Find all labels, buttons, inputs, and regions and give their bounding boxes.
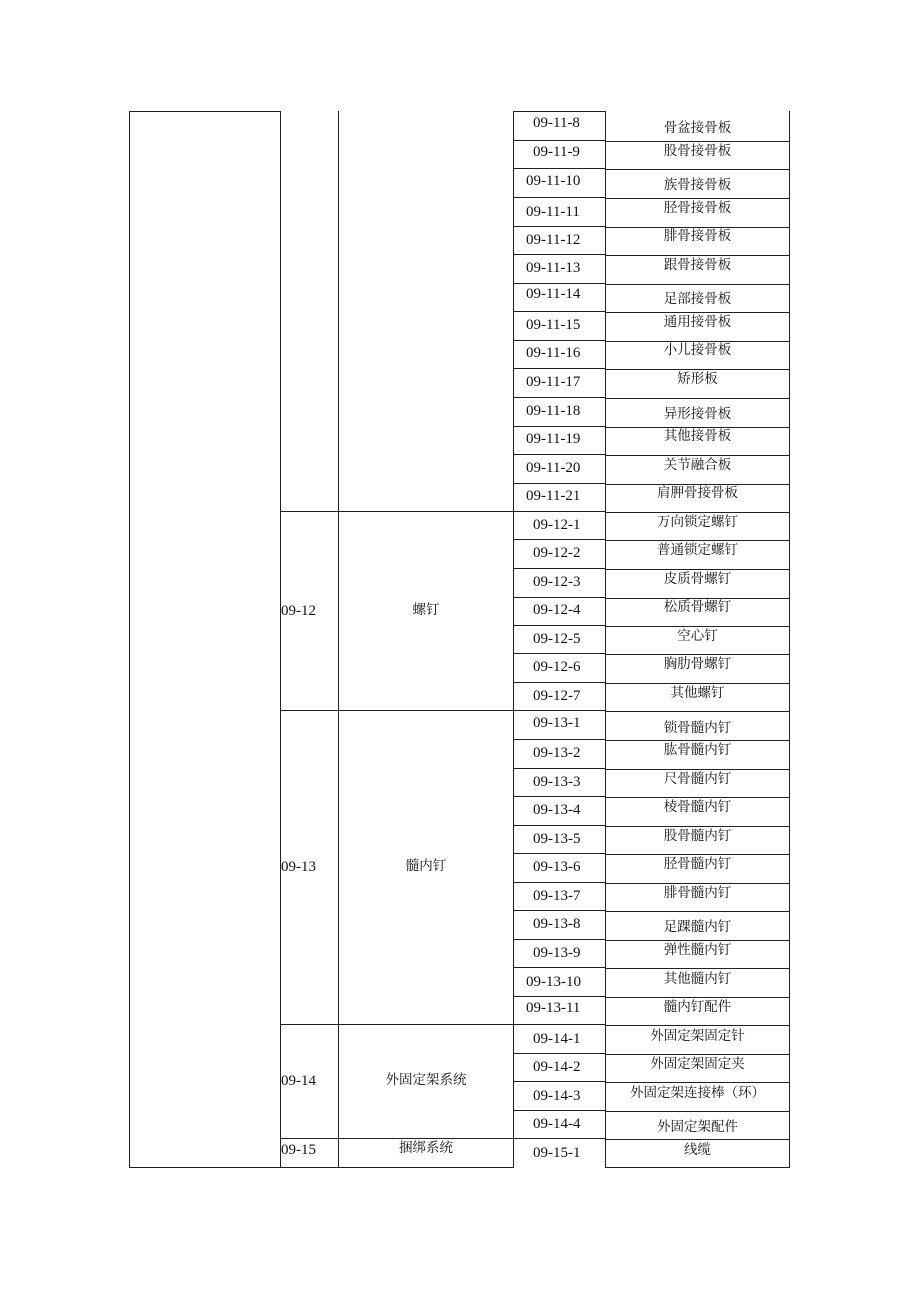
row-divider: [513, 168, 606, 169]
row-code: 09-14-1: [533, 1030, 581, 1047]
row-name: 关节融合板: [663, 456, 732, 473]
row-code: 09-11-9: [533, 143, 580, 160]
row-name: 肩胛骨接骨板: [657, 485, 738, 502]
row-name: 锁骨髓内钉: [663, 719, 732, 736]
row-divider: [513, 283, 606, 284]
row-divider: [605, 369, 790, 370]
group-code: 09-13: [281, 859, 316, 875]
row-divider: [605, 797, 790, 798]
row-divider: [513, 653, 606, 654]
row-divider: [605, 997, 790, 998]
row-name: 普通锁定螺钉: [657, 542, 738, 559]
row-name: 腓骨接骨板: [663, 228, 732, 245]
row-code: 09-11-13: [526, 259, 581, 276]
row-divider: [605, 1139, 790, 1140]
row-divider: [513, 996, 606, 997]
row-name: 族骨接骨板: [663, 177, 732, 194]
row-divider: [605, 284, 790, 285]
row-code: 09-13-7: [533, 887, 581, 904]
row-divider: [513, 597, 606, 598]
group-divider: [280, 1024, 514, 1025]
row-divider: [605, 769, 790, 770]
row-divider: [513, 539, 606, 540]
group-name: 外固定架系统: [385, 1072, 467, 1088]
table-top-border: [129, 111, 281, 112]
row-divider: [605, 654, 790, 655]
row-divider: [605, 255, 790, 256]
column-divider-3: [513, 111, 514, 1168]
row-divider: [513, 710, 606, 711]
row-divider: [513, 882, 606, 883]
column-divider-2: [338, 111, 339, 1168]
row-divider: [605, 312, 790, 313]
row-divider: [513, 483, 606, 484]
table-bottom-border: [129, 1167, 514, 1168]
row-divider: [513, 1024, 606, 1025]
row-code: 09-12-1: [533, 516, 581, 533]
group-divider: [280, 511, 514, 512]
row-code: 09-13-11: [526, 1000, 581, 1017]
row-code: 09-11-14: [526, 286, 581, 303]
row-divider: [605, 455, 790, 456]
row-divider: [513, 254, 606, 255]
row-code: 09-13-2: [533, 745, 581, 762]
row-code: 09-11-16: [526, 345, 581, 362]
row-divider: [605, 854, 790, 855]
row-divider: [605, 940, 790, 941]
row-code: 09-12-6: [533, 659, 581, 676]
row-divider: [605, 398, 790, 399]
row-code: 09-12-5: [533, 630, 581, 647]
row-divider: [513, 1053, 606, 1054]
row-code: 09-12-4: [533, 602, 581, 619]
row-code: 09-11-10: [526, 173, 581, 190]
row-name: 外固定架配件: [657, 1119, 738, 1136]
row-divider: [513, 1081, 606, 1082]
row-name: 其他髓内钉: [663, 970, 732, 987]
row-name: 骨盆接骨板: [663, 120, 732, 136]
row-code: 09-13-4: [533, 802, 581, 819]
row-divider: [605, 683, 790, 684]
row-name: 小儿接骨板: [663, 342, 732, 359]
group-divider: [280, 1138, 514, 1139]
row-name: 外固定架连接棒（环）: [630, 1084, 765, 1101]
row-code: 09-11-12: [526, 232, 581, 249]
row-code: 09-15-1: [533, 1144, 581, 1161]
row-divider: [605, 711, 790, 712]
row-code: 09-13-3: [533, 773, 581, 790]
row-name: 髓内钉配件: [663, 999, 732, 1016]
row-divider: [513, 1138, 606, 1139]
row-divider: [605, 883, 790, 884]
row-name: 肱骨髓内钉: [663, 742, 732, 759]
row-divider: [605, 1111, 790, 1112]
row-code: 09-11-19: [526, 431, 581, 448]
row-name: 足踝髓内钉: [663, 919, 732, 936]
row-divider: [605, 198, 790, 199]
row-divider: [605, 740, 790, 741]
row-divider: [513, 939, 606, 940]
column-divider-1: [280, 111, 281, 1168]
group-code: 09-12: [281, 603, 316, 619]
row-code: 09-11-11: [526, 203, 580, 220]
row-divider: [513, 568, 606, 569]
row-code: 09-13-5: [533, 830, 581, 847]
table-left-border: [129, 111, 130, 1168]
row-name: 异形接骨板: [663, 405, 732, 422]
row-code: 09-13-1: [533, 714, 581, 731]
row-divider: [605, 968, 790, 969]
row-name: 腓骨髓内钉: [663, 884, 732, 901]
row-code: 09-14-4: [533, 1116, 581, 1133]
row-divider: [513, 853, 606, 854]
row-divider: [513, 197, 606, 198]
row-divider: [605, 569, 790, 570]
row-divider: [605, 1025, 790, 1026]
row-divider: [513, 511, 606, 512]
row-code: 09-13-6: [533, 859, 581, 876]
row-name: 股骨接骨板: [663, 142, 732, 159]
row-name: 棱骨髓内钉: [663, 799, 732, 816]
row-name: 空心钉: [677, 627, 718, 644]
row-code: 09-14-3: [533, 1087, 581, 1104]
row-name: 尺骨髓内钉: [663, 770, 732, 787]
row-divider: [513, 796, 606, 797]
row-name: 矫形板: [677, 370, 718, 387]
row-name: 股骨髓内钉: [663, 827, 732, 844]
row-code: 09-11-21: [526, 488, 581, 505]
row-code: 09-12-2: [533, 545, 581, 562]
row-divider: [513, 311, 606, 312]
row-name: 足部接骨板: [663, 291, 732, 308]
row-name: 胫骨接骨板: [663, 199, 732, 216]
row-code: 09-14-2: [533, 1059, 581, 1076]
row-divider: [513, 625, 606, 626]
row-divider: [513, 682, 606, 683]
row-name: 弹性髓内钉: [663, 941, 732, 958]
group-name: 捆绑系统: [399, 1140, 453, 1156]
row-divider: [605, 512, 790, 513]
group-name: 髓内钉: [405, 858, 447, 874]
row-divider: [513, 426, 606, 427]
subtable-right-border: [789, 111, 790, 1168]
row-divider: [605, 626, 790, 627]
row-code: 09-11-18: [526, 402, 581, 419]
row-code: 09-13-8: [533, 916, 581, 933]
row-name: 外固定架固定针: [650, 1027, 745, 1044]
row-name: 其他螺钉: [670, 685, 725, 701]
row-divider: [605, 1054, 790, 1055]
row-divider: [513, 825, 606, 826]
row-name: 线缆: [684, 1141, 711, 1158]
row-divider: [513, 140, 606, 141]
row-name: 其他接骨板: [663, 428, 732, 445]
row-name: 外固定架固定夹: [650, 1056, 745, 1073]
row-divider: [513, 768, 606, 769]
row-divider: [513, 454, 606, 455]
row-name: 跟骨接骨板: [663, 256, 732, 273]
row-code: 09-11-8: [533, 115, 580, 131]
row-code: 09-12-3: [533, 573, 581, 590]
row-name: 万向锁定螺钉: [657, 513, 738, 530]
row-name: 皮质骨螺钉: [663, 570, 732, 587]
row-name: 胸肋骨螺钉: [663, 656, 732, 673]
row-divider: [513, 739, 606, 740]
row-divider: [513, 397, 606, 398]
row-divider: [513, 1110, 606, 1111]
row-divider: [605, 141, 790, 142]
code-column-top: [513, 111, 606, 112]
row-divider: [605, 169, 790, 170]
subtable-bottom-border: [605, 1167, 790, 1168]
row-name: 松质骨螺钉: [663, 599, 732, 616]
row-code: 09-12-7: [533, 688, 581, 704]
row-code: 09-11-15: [526, 316, 581, 333]
row-divider: [513, 226, 606, 227]
row-divider: [605, 540, 790, 541]
row-divider: [605, 911, 790, 912]
row-divider: [513, 910, 606, 911]
group-name: 螺钉: [412, 602, 440, 618]
row-name: 通用接骨板: [663, 313, 732, 330]
group-code: 09-14: [281, 1073, 316, 1089]
row-code: 09-13-9: [533, 944, 581, 961]
row-code: 09-13-10: [526, 973, 581, 990]
row-code: 09-11-20: [526, 459, 581, 476]
row-divider: [513, 967, 606, 968]
group-code: 09-15: [281, 1142, 316, 1158]
row-name: 胫骨髓内钉: [663, 856, 732, 873]
row-divider: [605, 826, 790, 827]
row-divider: [513, 368, 606, 369]
row-code: 09-11-17: [526, 373, 581, 390]
row-divider: [513, 340, 606, 341]
group-divider: [280, 710, 514, 711]
row-divider: [605, 1082, 790, 1083]
